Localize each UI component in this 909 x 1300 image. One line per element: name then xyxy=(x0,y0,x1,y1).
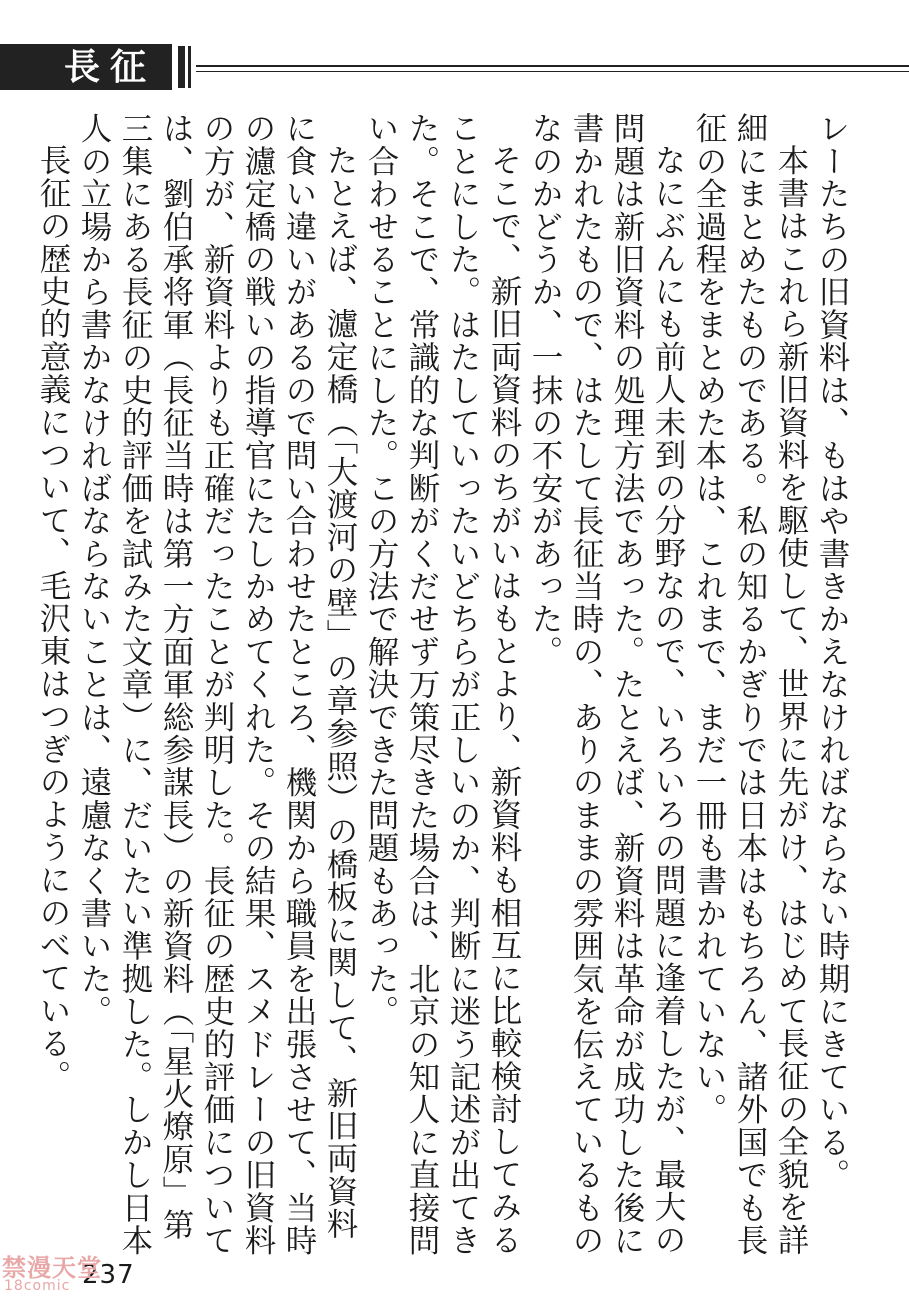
watermark-logo xyxy=(2,1248,106,1298)
paragraph: そこで、新旧両資料のちがいはもとより、新資料も相互に比較検討してみることにした。はたしていったいどちらが正しいのか、判断に迷う記述が出てきた。そこで、常識的な判断がくだせず万策尽きた場合は、北京の知人に直接問い合わせることにした。この方法で解決できた問題もあった。 xyxy=(363,112,522,1257)
paragraph-continuation: レーたちの旧資料は、もはや書きかえなければならない時期にきている。 xyxy=(814,112,850,1192)
header-bar-right xyxy=(188,46,191,88)
chapter-title-box xyxy=(0,44,172,90)
vertical-body-text xyxy=(35,112,852,1262)
watermark-text: 禁漫天堂 xyxy=(2,1254,102,1282)
page-number: 237 xyxy=(82,1260,135,1290)
header-bar-left xyxy=(178,46,185,88)
paragraph: なにぶんにも前人未到の分野なので、いろいろの問題に逢着したが、最大の問題は新旧資料の処理方法であった。たとえば、新資料は革命が成功した後に書かれたもので、はたして長征当時の、ありのままの雰囲気を伝えているものなのかどうか、一抹の不安があった。 xyxy=(527,112,686,1257)
chapter-title: 長征 xyxy=(64,46,157,88)
chapter-header xyxy=(0,44,909,90)
header-rule-thick xyxy=(196,65,909,67)
paragraph: 長征の歴史的意義について、毛沢東はつぎのようにのべている。 xyxy=(35,143,71,1092)
header-rule-thin xyxy=(196,71,909,72)
paragraph: たとえば、濾定橋（「大渡河の壁」の章参照）の橋板に関して、新旧両資料に食い違いがあるので問い合わせたところ、機関から職員を出張させて、当時の濾定橋の戦いの指導官にたしかめてくれた。その結果、スメドレーの旧資料の方が、新資料よりも正確だったことが判明した。長征の歴史的評価については、劉伯承将軍（長征当時は第一方面軍総参謀長）の新資料（「星火燎原」第三集にある長征の史的評価を試みた文章）に、だいたい準拠した。しかし日本人の立場から書かなければならないことは、遠慮なく書いた。 xyxy=(76,112,358,1257)
watermark-subtext: 18comic xyxy=(4,1278,71,1294)
paragraph: 本書はこれら新旧資料を駆使して、世界に先がけ、はじめて長征の全貌を詳細にまとめたものである。私の知るかぎりでは日本はもちろん、諸外国でも長征の全過程をまとめた本は、これまで、まだ一冊も書かれていない。 xyxy=(691,112,809,1257)
